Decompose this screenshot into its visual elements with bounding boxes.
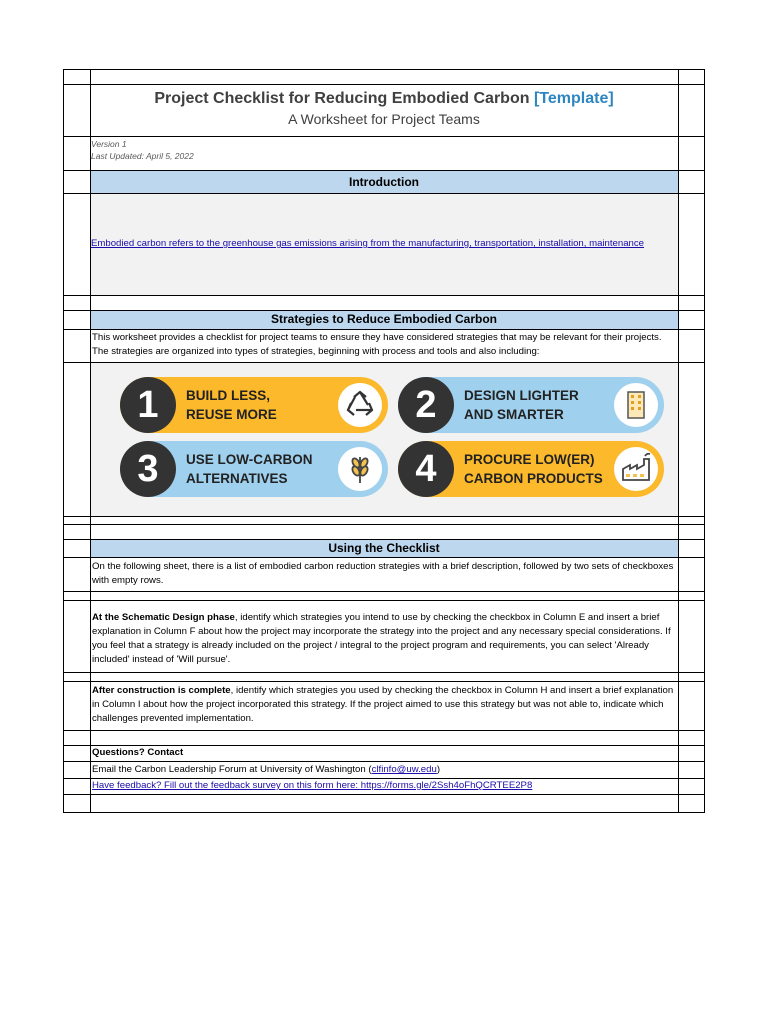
after-construction-paragraph: After construction is complete, identify which strategies you used by checking the checkbox in Column H and insert a brief explanation in Column I about how the project incorporated this strategy. If the project aimed to use this strategy but was not able to, indicate which challenges prevented implementation. xyxy=(92,685,674,724)
badge-number: 2 xyxy=(398,377,454,433)
introduction-link[interactable]: Embodied carbon refers to the greenhouse gas emissions arising from the manufacturing, transportation, installation, maintenance xyxy=(91,238,645,249)
page-title: Project Checklist for Reducing Embodied Carbon [Template] xyxy=(154,90,614,107)
page-subtitle: A Worksheet for Project Teams xyxy=(288,111,480,127)
strategies-header: Strategies to Reduce Embodied Carbon xyxy=(90,310,678,329)
email-link[interactable]: clfinfo@uw.edu xyxy=(371,764,437,775)
badge-number: 3 xyxy=(120,441,176,497)
version-info xyxy=(91,138,677,162)
strategy-badge-1 xyxy=(120,377,388,433)
template-tag: [Template] xyxy=(533,90,614,107)
introduction-header: Introduction xyxy=(90,171,678,193)
badge-label: USE LOW-CARBON ALTERNATIVES xyxy=(186,452,313,486)
feedback-link[interactable]: Have feedback? Fill out the feedback survey on this form here: https://forms.gle/2Ssh4oFhQCRTEE2P8 xyxy=(92,780,533,791)
version-label: Version 1 xyxy=(91,139,127,149)
contact-email-line: Email the Carbon Leadership Forum at University of Washington (clfinfo@uw.edu) xyxy=(92,764,441,775)
badge-number: 1 xyxy=(120,377,176,433)
wheat-icon xyxy=(338,447,382,491)
strategy-badge-3 xyxy=(120,441,388,497)
building-icon xyxy=(614,383,658,427)
using-intro: On the following sheet, there is a list of embodied carbon reduction strategies with a brief description, followed by two sets of checkboxes with empty rows. xyxy=(92,561,674,586)
strategy-badge-4 xyxy=(398,441,664,497)
badge-label: DESIGN LIGHTER AND SMARTER xyxy=(464,388,579,422)
badge-label: BUILD LESS, REUSE MORE xyxy=(186,388,277,422)
recycle-icon xyxy=(338,383,382,427)
last-updated: Last Updated: April 5, 2022 xyxy=(91,151,194,161)
badge-number: 4 xyxy=(398,441,454,497)
strategy-badges xyxy=(90,362,678,516)
strategy-badge-2 xyxy=(398,377,664,433)
badge-label: PROCURE LOW(ER) CARBON PRODUCTS xyxy=(464,452,603,486)
contact-header: Questions? Contact xyxy=(92,747,184,758)
factory-icon xyxy=(614,447,658,491)
schematic-design-paragraph: At the Schematic Design phase, identify which strategies you intend to use by checking the checkbox in Column E and insert a brief explanation in Column F about how the project may incorporate the strategy into the project and any necessary special considerations. If you feel that a strategy is already included on the project / integral to the project program and requirements, you can select 'Already included' instead of 'Will pursue'. xyxy=(92,612,671,665)
title-block xyxy=(90,84,678,136)
using-header: Using the Checklist xyxy=(90,539,678,557)
strategies-description: This worksheet provides a checklist for project teams to ensure they have considered strategies that may be relevant for their projects. The strategies are organized into types of strategies, beginning with process and tools and also including: xyxy=(92,332,662,357)
